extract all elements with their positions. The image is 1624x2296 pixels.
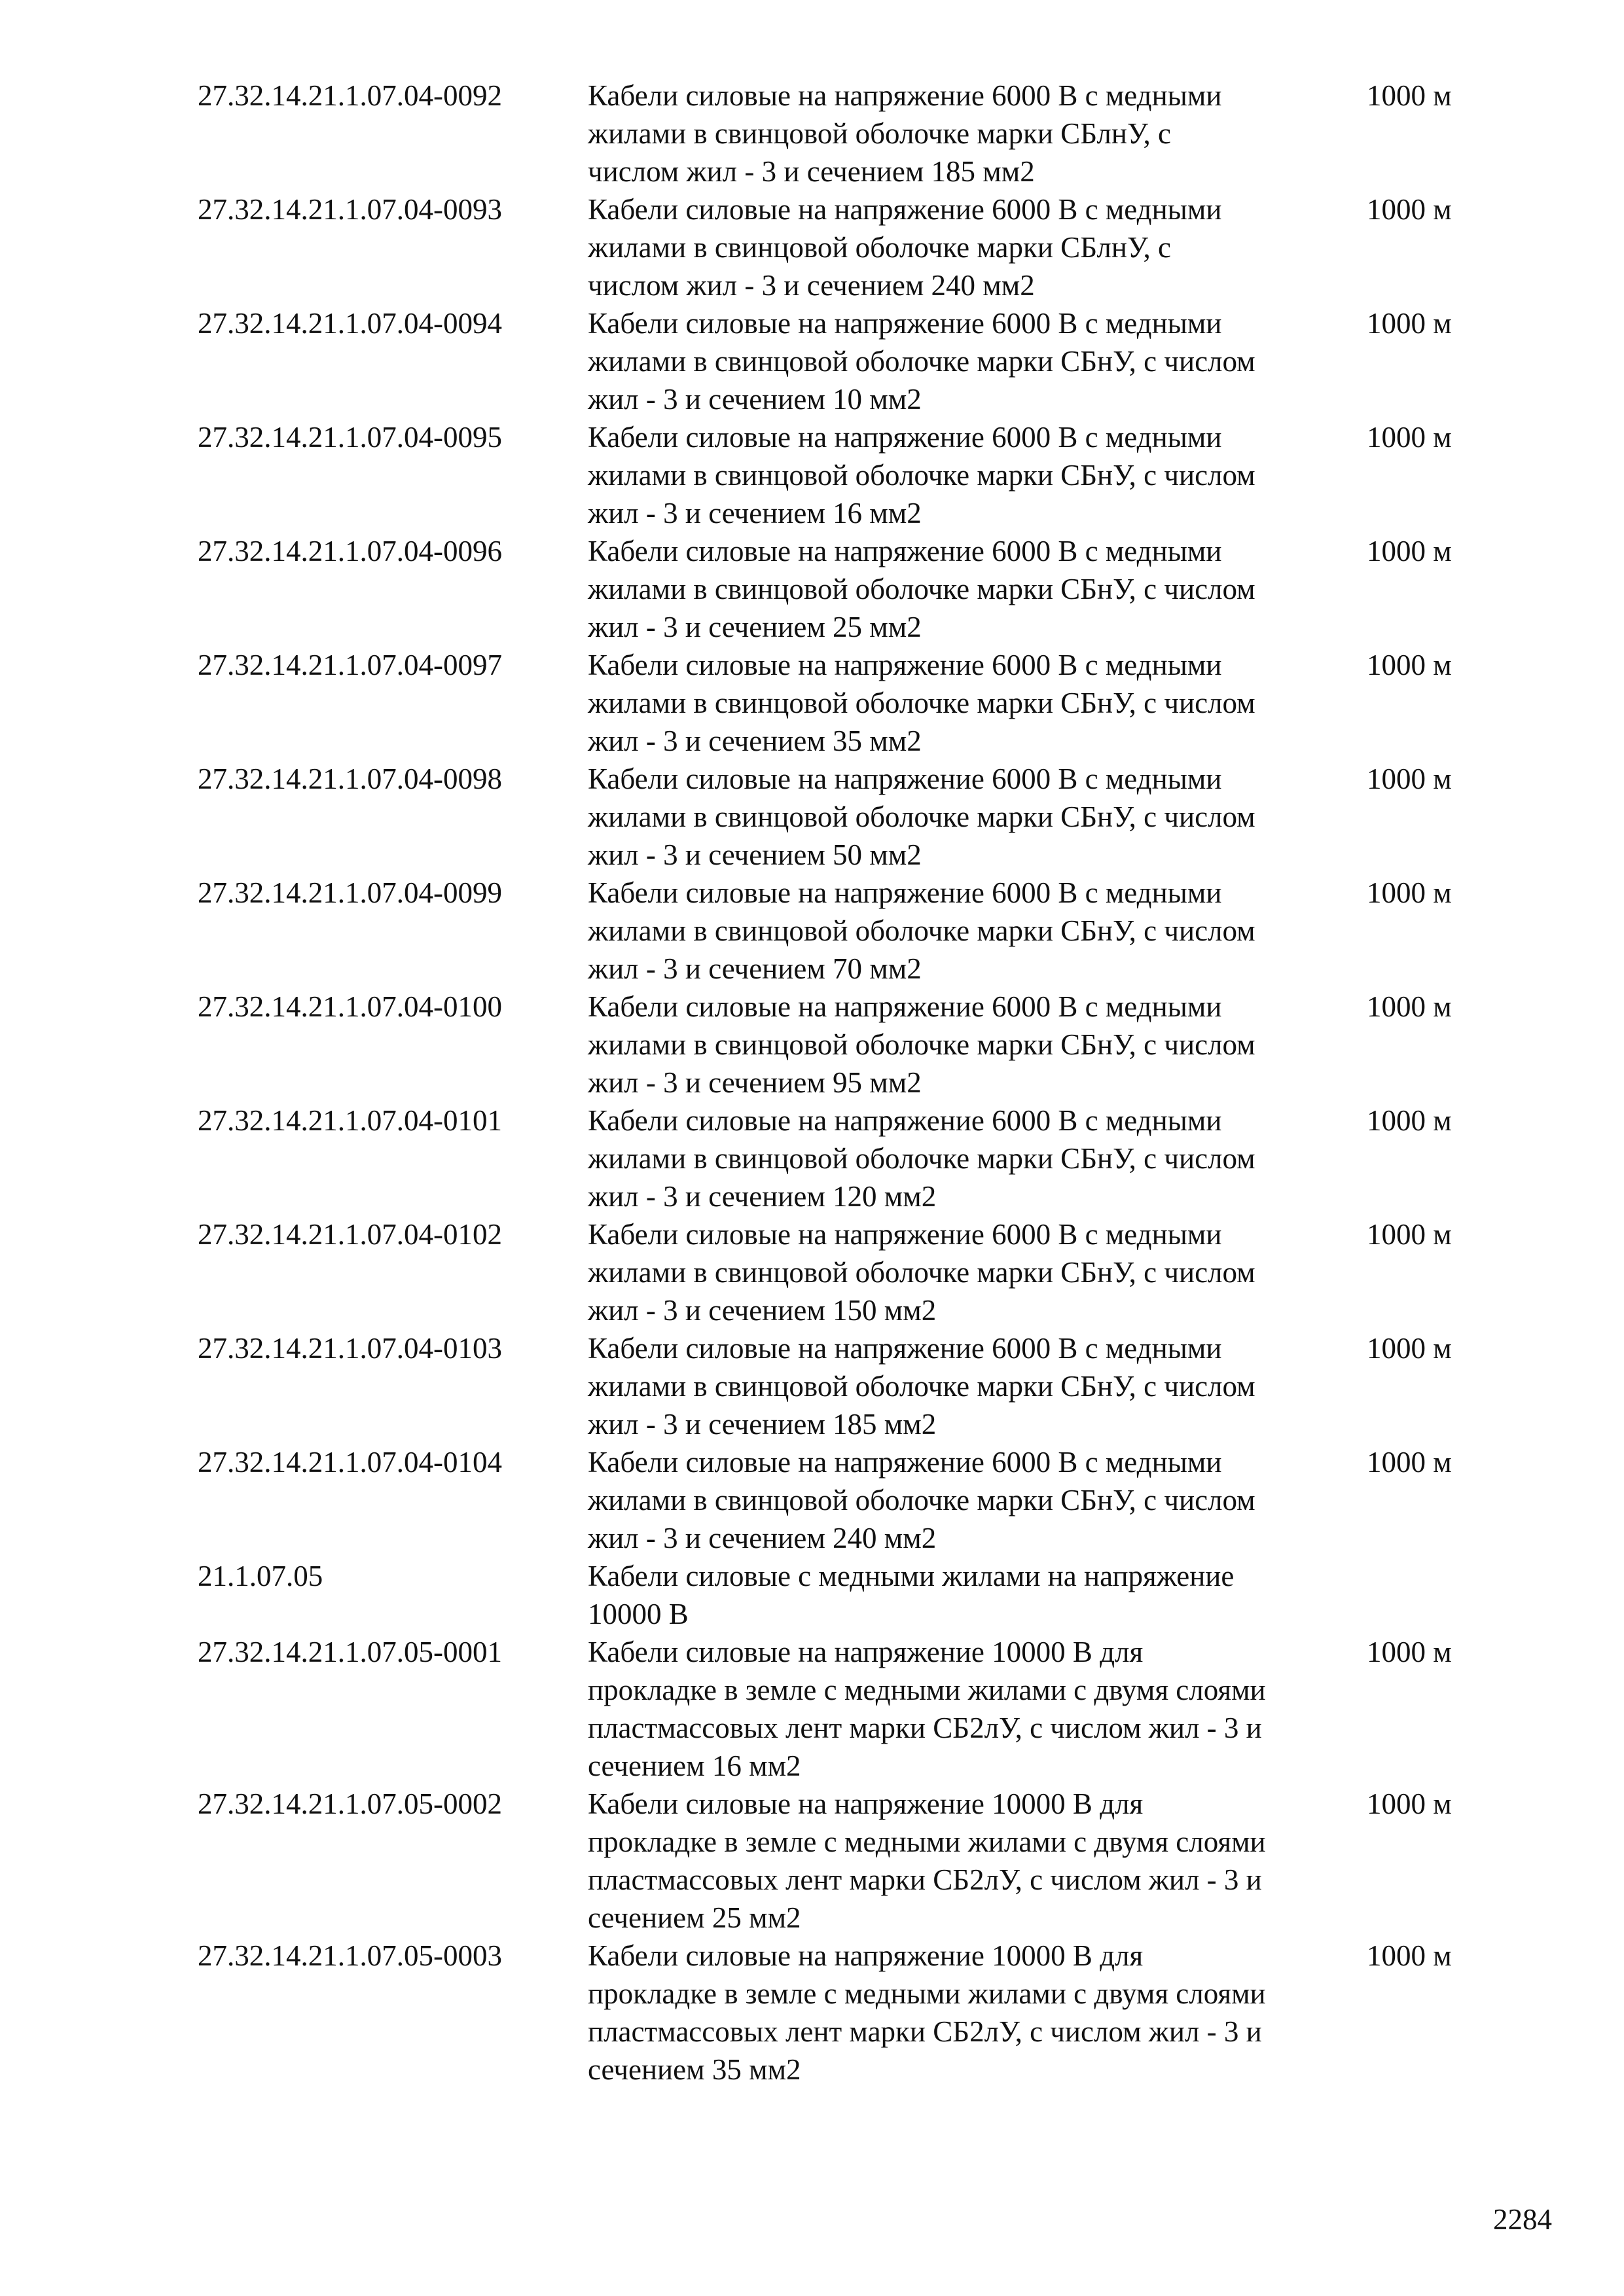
resource-description — [588, 1557, 1373, 1633]
description-line: Кабели силовые на напряжение 6000 В с медными — [588, 876, 1222, 909]
unit-of-measure: 1000 м — [1367, 535, 1452, 567]
description-line: Кабели силовые с медными жилами на напряжение — [588, 1560, 1235, 1592]
unit-of-measure: 1000 м — [1367, 649, 1452, 681]
table-row — [0, 1443, 1624, 1557]
table-row — [0, 1102, 1624, 1215]
description-line: Кабели силовые на напряжение 6000 В с медными — [588, 535, 1222, 567]
resource-description — [588, 1102, 1373, 1215]
table-row — [0, 1633, 1624, 1785]
resource-description — [588, 1633, 1373, 1785]
resource-code: 27.32.14.21.1.07.04-0096 — [198, 535, 502, 567]
resource-description — [588, 646, 1373, 760]
unit-of-measure: 1000 м — [1367, 1939, 1452, 1972]
description-line: жилами в свинцовой оболочке марки СБнУ, с числом — [588, 1256, 1255, 1289]
resource-code: 27.32.14.21.1.07.04-0098 — [198, 762, 502, 795]
unit-of-measure: 1000 м — [1367, 193, 1452, 226]
description-line: жилами в свинцовой оболочке марки СБнУ, с числом — [588, 459, 1255, 492]
resource-code: 27.32.14.21.1.07.04-0103 — [198, 1332, 502, 1365]
unit-of-measure: 1000 м — [1367, 876, 1452, 909]
description-line: Кабели силовые на напряжение 6000 В с медными — [588, 193, 1222, 226]
description-line: Кабели силовые на напряжение 6000 В с медными — [588, 649, 1222, 681]
resource-description — [588, 1785, 1373, 1937]
description-line: Кабели силовые на напряжение 10000 В для — [588, 1636, 1144, 1668]
table-row — [0, 418, 1624, 532]
description-line: жилами в свинцовой оболочке марки СБнУ, с числом — [588, 1370, 1255, 1403]
description-line: жилами в свинцовой оболочке марки СБнУ, с числом — [588, 687, 1255, 719]
description-line: жилами в свинцовой оболочке марки СБнУ, с числом — [588, 1142, 1255, 1175]
description-line: Кабели силовые на напряжение 6000 В с медными — [588, 762, 1222, 795]
description-line: числом жил - 3 и сечением 240 мм2 — [588, 269, 1035, 302]
table-row — [0, 532, 1624, 646]
description-line: жил - 3 и сечением 50 мм2 — [588, 838, 922, 871]
description-line: прокладке в земле с медными жилами с двумя слоями — [588, 1674, 1266, 1706]
resource-code: 27.32.14.21.1.07.04-0101 — [198, 1104, 502, 1137]
description-line: Кабели силовые на напряжение 6000 В с медными — [588, 421, 1222, 454]
description-line: жилами в свинцовой оболочке марки СБнУ, с числом — [588, 345, 1255, 378]
description-line: жил - 3 и сечением 10 мм2 — [588, 383, 922, 416]
unit-of-measure: 1000 м — [1367, 762, 1452, 795]
description-line: Кабели силовые на напряжение 6000 В с медными — [588, 307, 1222, 340]
resource-description — [588, 190, 1373, 304]
description-line: прокладке в земле с медными жилами с двумя слоями — [588, 1825, 1266, 1858]
resource-code: 27.32.14.21.1.07.04-0097 — [198, 649, 502, 681]
table-row — [0, 304, 1624, 418]
description-line: числом жил - 3 и сечением 185 мм2 — [588, 155, 1035, 188]
resource-description — [588, 1937, 1373, 2089]
description-line: жил - 3 и сечением 240 мм2 — [588, 1522, 937, 1554]
resource-description — [588, 1215, 1373, 1329]
table-row — [0, 874, 1624, 988]
description-line: прокладке в земле с медными жилами с двумя слоями — [588, 1977, 1266, 2010]
description-line: сечением 25 мм2 — [588, 1901, 801, 1934]
description-line: Кабели силовые на напряжение 6000 В с медными — [588, 1104, 1222, 1137]
table-row — [0, 988, 1624, 1102]
description-line: 10000 В — [588, 1598, 689, 1630]
description-line: жилами в свинцовой оболочке марки СБнУ, с числом — [588, 1028, 1255, 1061]
resource-description — [588, 532, 1373, 646]
table-row — [0, 190, 1624, 304]
resource-code: 27.32.14.21.1.07.05-0001 — [198, 1636, 502, 1668]
page-number: 2284 — [1493, 2203, 1552, 2236]
table-row — [0, 1215, 1624, 1329]
description-line: пластмассовых лент марки СБ2лУ, с числом жил - 3 и — [588, 2015, 1262, 2048]
unit-of-measure: 1000 м — [1367, 1787, 1452, 1820]
resource-description — [588, 874, 1373, 988]
description-line: жилами в свинцовой оболочке марки СБнУ, с числом — [588, 1484, 1255, 1516]
table-row — [0, 1937, 1624, 2089]
resource-description — [588, 304, 1373, 418]
description-line: сечением 35 мм2 — [588, 2053, 801, 2086]
table-row — [0, 1557, 1624, 1633]
description-line: жил - 3 и сечением 70 мм2 — [588, 952, 922, 985]
unit-of-measure: 1000 м — [1367, 421, 1452, 454]
resource-code: 27.32.14.21.1.07.04-0093 — [198, 193, 502, 226]
unit-of-measure: 1000 м — [1367, 1636, 1452, 1668]
resource-description — [588, 77, 1373, 190]
description-line: жил - 3 и сечением 185 мм2 — [588, 1408, 937, 1441]
resource-code: 27.32.14.21.1.07.04-0099 — [198, 876, 502, 909]
resource-code: 21.1.07.05 — [198, 1560, 323, 1592]
description-line: Кабели силовые на напряжение 10000 В для — [588, 1939, 1144, 1972]
unit-of-measure: 1000 м — [1367, 1446, 1452, 1479]
table-row — [0, 77, 1624, 190]
description-line: Кабели силовые на напряжение 6000 В с медными — [588, 1446, 1222, 1479]
table-row — [0, 646, 1624, 760]
description-line: Кабели силовые на напряжение 6000 В с медными — [588, 990, 1222, 1023]
unit-of-measure: 1000 м — [1367, 1332, 1452, 1365]
description-line: жил - 3 и сечением 150 мм2 — [588, 1294, 937, 1327]
resource-code: 27.32.14.21.1.07.04-0100 — [198, 990, 502, 1023]
resource-code: 27.32.14.21.1.07.04-0104 — [198, 1446, 502, 1479]
resource-code: 27.32.14.21.1.07.04-0102 — [198, 1218, 502, 1251]
resource-description — [588, 1329, 1373, 1443]
description-line: Кабели силовые на напряжение 6000 В с медными — [588, 79, 1222, 112]
resource-description — [588, 418, 1373, 532]
resource-code: 27.32.14.21.1.07.04-0094 — [198, 307, 502, 340]
resource-table — [0, 77, 1624, 2089]
table-row — [0, 760, 1624, 874]
description-line: жилами в свинцовой оболочке марки СБлнУ, с — [588, 231, 1171, 264]
description-line: жил - 3 и сечением 120 мм2 — [588, 1180, 937, 1213]
unit-of-measure: 1000 м — [1367, 1104, 1452, 1137]
description-line: жилами в свинцовой оболочке марки СБнУ, с числом — [588, 800, 1255, 833]
description-line: пластмассовых лент марки СБ2лУ, с числом жил - 3 и — [588, 1863, 1262, 1896]
description-line: сечением 16 мм2 — [588, 1749, 801, 1782]
description-line: жилами в свинцовой оболочке марки СБнУ, с числом — [588, 573, 1255, 605]
table-row — [0, 1329, 1624, 1443]
resource-code: 27.32.14.21.1.07.04-0092 — [198, 79, 502, 112]
description-line: Кабели силовые на напряжение 6000 В с медными — [588, 1218, 1222, 1251]
unit-of-measure: 1000 м — [1367, 79, 1452, 112]
resource-code: 27.32.14.21.1.07.04-0095 — [198, 421, 502, 454]
unit-of-measure: 1000 м — [1367, 1218, 1452, 1251]
resource-code: 27.32.14.21.1.07.05-0002 — [198, 1787, 502, 1820]
description-line: пластмассовых лент марки СБ2лУ, с числом жил - 3 и — [588, 1712, 1262, 1744]
description-line: жил - 3 и сечением 95 мм2 — [588, 1066, 922, 1099]
description-line: жил - 3 и сечением 16 мм2 — [588, 497, 922, 529]
table-row — [0, 1785, 1624, 1937]
description-line: жил - 3 и сечением 35 мм2 — [588, 725, 922, 757]
description-line: жилами в свинцовой оболочке марки СБнУ, с числом — [588, 914, 1255, 947]
unit-of-measure: 1000 м — [1367, 990, 1452, 1023]
description-line: Кабели силовые на напряжение 10000 В для — [588, 1787, 1144, 1820]
resource-description — [588, 1443, 1373, 1557]
description-line: Кабели силовые на напряжение 6000 В с медными — [588, 1332, 1222, 1365]
resource-code: 27.32.14.21.1.07.05-0003 — [198, 1939, 502, 1972]
description-line: жилами в свинцовой оболочке марки СБлнУ, с — [588, 117, 1171, 150]
unit-of-measure: 1000 м — [1367, 307, 1452, 340]
resource-description — [588, 988, 1373, 1102]
resource-description — [588, 760, 1373, 874]
description-line: жил - 3 и сечением 25 мм2 — [588, 611, 922, 643]
